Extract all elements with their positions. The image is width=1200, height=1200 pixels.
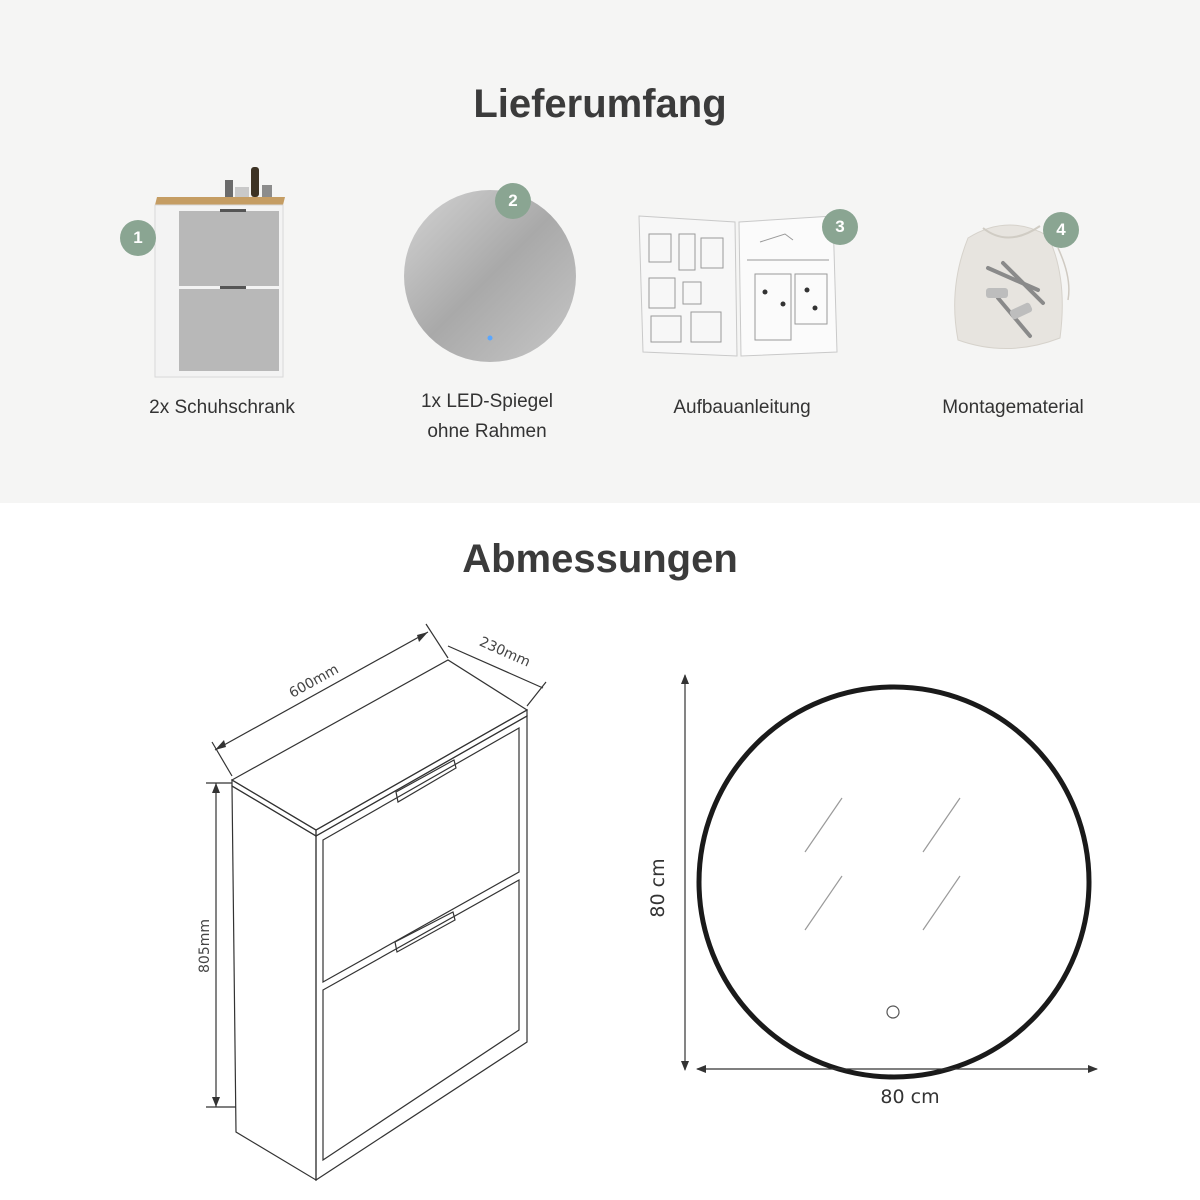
dimension-arrows bbox=[212, 632, 428, 1107]
dimensions-title: Abmessungen bbox=[462, 537, 738, 581]
item-number-badge: 1 bbox=[120, 220, 156, 256]
item-number-badge: 2 bbox=[495, 183, 531, 219]
item-caption: 2x Schuhschrank bbox=[149, 397, 295, 418]
mirror-width-label: 80 cm bbox=[880, 1086, 940, 1108]
round-mirror-image bbox=[402, 188, 580, 366]
item-caption-line: ohne Rahmen bbox=[427, 421, 547, 442]
item-caption: Aufbauanleitung bbox=[673, 397, 811, 418]
shoe-cabinet-drawing bbox=[206, 624, 546, 1180]
item-number-badge: 3 bbox=[822, 209, 858, 245]
item-caption bbox=[357, 387, 617, 447]
item-number-badge: 4 bbox=[1043, 212, 1079, 248]
shoe-cabinet-image bbox=[145, 165, 295, 380]
cabinet-height-label: 805mm bbox=[197, 919, 213, 973]
item-caption-line: 1x LED-Spiegel bbox=[420, 391, 554, 412]
mirror-drawing bbox=[699, 687, 1089, 1077]
delivery-title: Lieferumfang bbox=[473, 82, 727, 126]
assembly-manual-image bbox=[635, 212, 845, 360]
item-caption: Montagematerial bbox=[942, 397, 1084, 418]
cabinet-width-label: 600mm bbox=[286, 661, 342, 702]
dimensions-drawing bbox=[0, 600, 1200, 1200]
mirror-height-label: 80 cm bbox=[647, 858, 669, 918]
cabinet-depth-label: 230mm bbox=[476, 634, 533, 671]
